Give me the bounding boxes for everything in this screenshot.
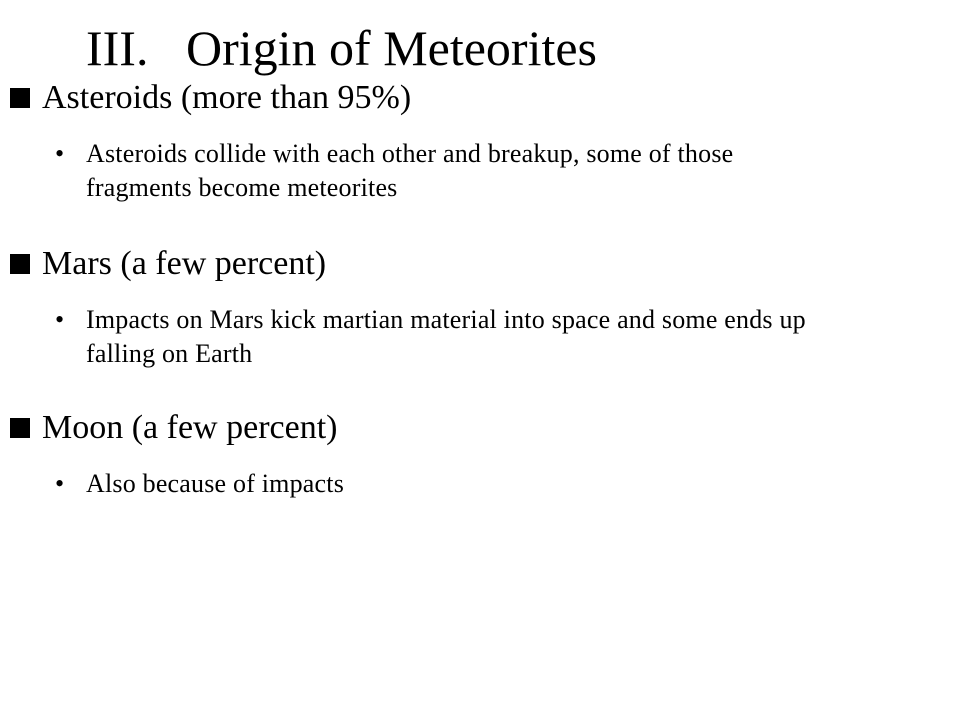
slide-title (86, 18, 597, 78)
sub-bullet-text: Impacts on Mars kick martian material into space and some ends up falling on Earth (86, 305, 806, 368)
square-bullet-icon (10, 418, 30, 438)
title-text: Origin of Meteorites (186, 20, 598, 76)
heading-text: Mars (a few percent) (42, 245, 327, 282)
bullet-dot-icon: • (55, 139, 65, 168)
sub-bullet-text: Asteroids collide with each other and breakup, some of those fragments become meteorites (86, 139, 734, 202)
heading-text: Moon (a few percent) (42, 409, 338, 446)
title-number: III. (86, 20, 149, 76)
bullet-dot-icon: • (55, 469, 65, 498)
heading-text: Asteroids (more than 95%) (42, 79, 412, 116)
square-bullet-icon (10, 254, 30, 274)
bullet-dot-icon: • (55, 305, 65, 334)
sub-bullet-text: Also because of impacts (86, 469, 345, 498)
square-bullet-icon (10, 88, 30, 108)
